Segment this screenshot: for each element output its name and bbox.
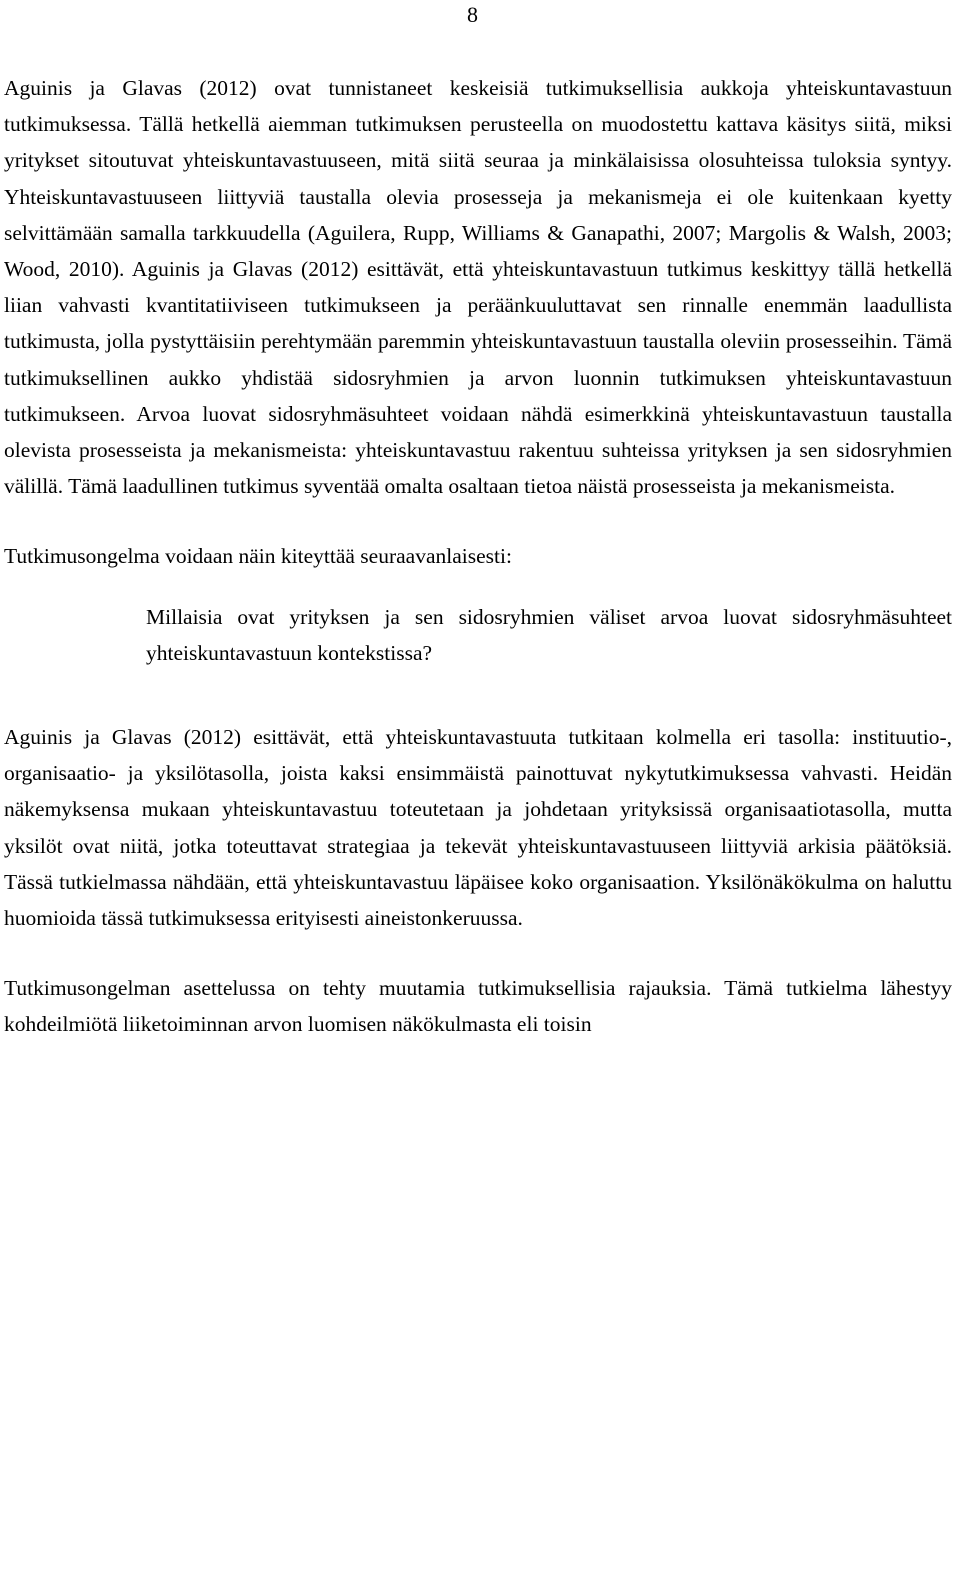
paragraph-research-problem-intro: Tutkimusongelma voidaan näin kiteyttää seuraavanlaisesti: (4, 544, 512, 569)
document-body (4, 70, 952, 1043)
paragraph-delimitations: Tutkimusongelman asettelussa on tehty muutamia tutkimuksellisia rajauksia. Tämä tutkielma lähestyy kohdeilmiötä liiketoiminnan arvon luomisen näkökulmasta eli toisin (4, 976, 952, 1037)
paragraph-research-gap: Aguinis ja Glavas (2012) ovat tunnistaneet keskeisiä tutkimuksellisia aukkoja yhteiskuntavastuun tutkimuksessa. Tällä hetkellä aiemman tutkimuksen perusteella on muodostettu kattava käsitys siitä, miksi yritykset sitoutuvat yhteiskuntavastuuseen, mitä siitä seuraa ja minkälaisissa olosuhteissa tuloksia syntyy. Yhteiskuntavastuuseen liittyviä taustalla olevia prosesseja ja mekanismeja ei ole kuitenkaan kyetty selvittämään samalla tarkkuudella (Aguilera, Rupp, Williams & Ganapathi, 2007; Margolis & Walsh, 2003; Wood, 2010). Aguinis ja Glavas (2012) esittävät, että yhteiskuntavastuun tutkimus keskittyy tällä hetkellä liian vahvasti kvantitatiiviseen tutkimukseen ja peräänkuuluttavat sen rinnalle enemmän laadullista tutkimusta, jolla pystyttäisiin perehtymään paremmin yhteiskuntavastuun taustalla oleviin prosesseihin. Tämä tutkimuksellinen aukko yhdistää sidosryhmien ja arvon luonnin tutkimuksen yhteiskuntavastuun tutkimukseen. Arvoa luovat sidosryhmäsuhteet voidaan nähdä esimerkkinä yhteiskuntavastuun taustalla olevista prosesseista ja mekanismeista: yhteiskuntavastuu rakentuu suhteissa yrityksen ja sen sidosryhmien välillä. Tämä laadullinen tutkimus syventää omalta osaltaan tietoa näistä prosesseista ja mekanismeista. (4, 76, 952, 499)
page-number-text: 8 (467, 2, 478, 27)
paragraph-levels: Aguinis ja Glavas (2012) esittävät, että yhteiskuntavastuuta tutkitaan kolmella eri tasolla: instituutio-, organisaatio- ja yksilötasolla, joista kaksi ensimmäistä painottuvat nykytutkimuksessa vahvasti. Heidän näkemyksensa mukaan yhteiskuntavastuu toteutetaan ja johdetaan yrityksissä organisaatiotasolla, mutta yksilöt ovat niitä, jotka toteuttavat strategiaa ja tekevät yhteiskuntavastuuseen liittyviä arkisia päätöksiä. Tässä tutkielmassa nähdään, että yhteiskuntavastuu läpäisee koko organisaation. Yksilönäkökulma on haluttu huomioida tässä tutkimuksessa erityisesti aineistonkeruussa. (4, 725, 952, 931)
research-question: Millaisia ovat yrityksen ja sen sidosryhmien väliset arvoa luovat sidosryhmäsuhteet yhteiskuntavastuun kontekstissa? (146, 604, 952, 665)
